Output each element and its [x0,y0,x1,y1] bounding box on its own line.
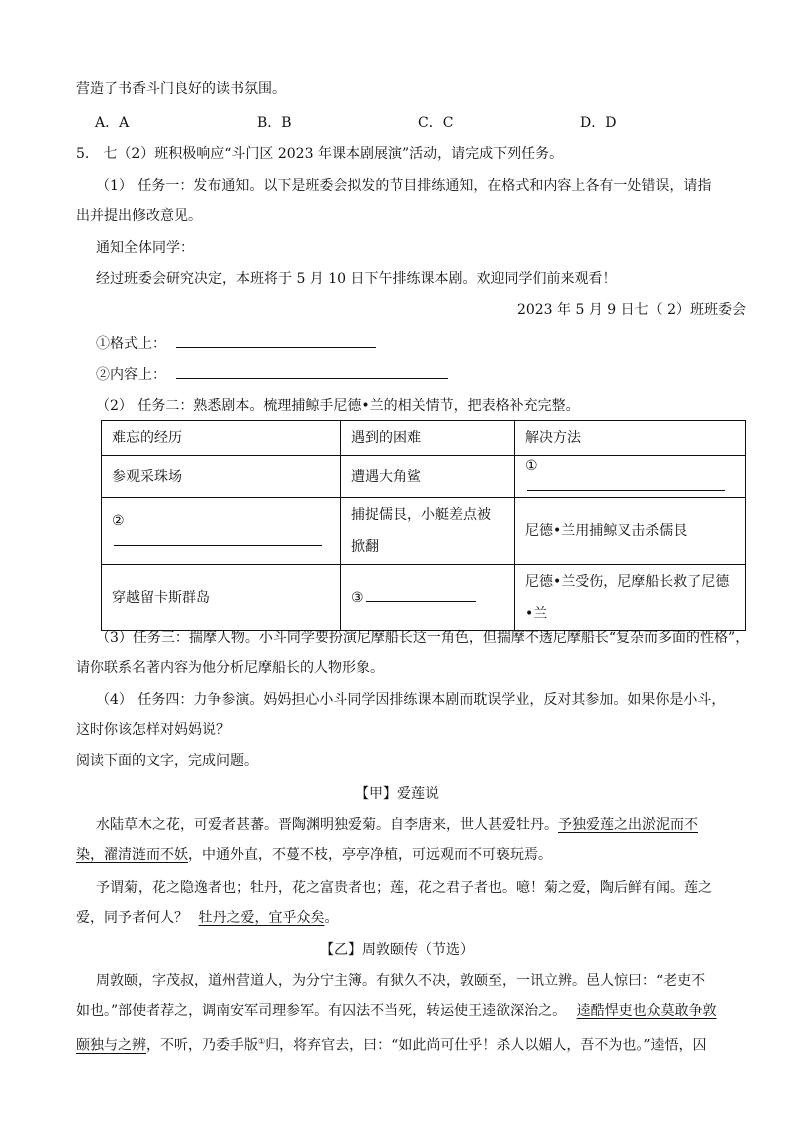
table-cell: 尼德•兰受伤，尼摩船长救了尼德•兰 [515,565,746,631]
table-row [102,498,746,565]
jia-text: 。 [324,910,339,926]
table-cell: 尼德•兰用捕鲸叉击杀儒艮 [515,498,746,565]
table-cell: 捕捉儒艮，小艇差点被掀翻 [341,498,515,565]
table-header: 遇到的困难 [341,421,515,456]
task1-line2: 出并提出修改意见。 [76,208,202,224]
table-header-row [102,421,746,456]
task3-line1: （3）任务三：揣摩人物。小斗同学要扮演尼摩船长这一角色，但揣摩不透尼摩船长“复杂而多面的性格”， [96,630,750,646]
yi-text: 归，将弃官去，曰：“如此尚可仕乎！杀人以媚人，吾不为也。”逵悟，囚 [265,1037,707,1054]
yi-text: ，不听，乃委手版 [146,1037,258,1054]
task4-line2: 这时你该怎样对妈妈说？ [76,722,230,738]
notice-signature: 2023 年 5 月 9 日七（ 2）班班委会 [516,302,746,318]
table-cell: 参观采珠场 [102,456,341,498]
content-answer [96,364,448,385]
table-row [102,565,746,631]
yi-underlined: 颐独与之辨 [76,1037,146,1054]
table-blank-1[interactable] [527,476,725,491]
yi-underlined: 逵酷悍吏也众莫敢争敦 [576,1003,717,1019]
blank-marker: ② [112,512,125,529]
jia-p2-line1: 予谓菊，花之隐逸者也；牡丹，花之富贵者也；莲，花之君子者也。噫！菊之爱，陶后鲜有闻。莲之 [96,880,712,896]
notice-heading: 通知全体同学： [96,240,194,256]
jia-p2-line2 [76,908,338,928]
task3-line2: 请你联系名著内容为他分析尼摩船长的人物形象。 [76,660,384,676]
table-header: 难忘的经历 [102,421,341,456]
jia-p1-line2 [76,845,552,865]
yi-title: 【乙】周敦颐传（节选） [320,942,474,958]
table-blank-3[interactable] [366,587,476,602]
jia-text: 水陆草木之花，可爱者甚蕃。晋陶渊明独爱菊。自李唐来，世人甚爱牡丹。 [96,817,558,833]
jia-text: 爱，同予者何人？ [76,910,188,926]
footnote-marker: ① [258,1037,266,1046]
jia-text: ，中通外直，不蔓不枝，亭亭净植，可远观而不可亵玩焉。 [188,847,552,863]
jia-underlined: 予独爱莲之出淤泥而不 [558,817,698,833]
task2-line: （2） 任务二：熟悉剧本。梳理捕鲸手尼德•兰的相关情节，把表格补充完整。 [96,398,580,414]
jia-underlined: 染，濯清涟而不妖 [76,847,188,863]
notice-body: 经过班委会研究决定，本班将于 5 月 10 日下午排练课本剧。欢迎同学们前来观看！ [96,271,617,287]
format-label: ①格式上： [96,336,166,352]
format-blank[interactable] [176,333,376,348]
table-cell [102,498,341,565]
jia-underlined: 牡丹之爱，宜乎众矣 [198,910,325,926]
option-b: B．B [257,115,292,131]
prev-line: 营造了书香斗门良好的读书氛围。 [76,81,286,97]
yi-text: 如也。”部使者荐之，调南安军司理参军。有囚法不当死，转运使王逵欲深治之。 [76,1003,567,1019]
option-c: C．C [418,115,454,131]
option-a: A．A [95,115,130,131]
table-header: 解决方法 [515,421,746,456]
yi-p1-line1: 周敦颐，字茂叔，道州营道人，为分宁主簿。有狱久不决，敦颐至，一讯立辨。邑人惊曰：“老吏不 [96,973,706,989]
table-row [102,456,746,498]
q5-stem: 5. 七（2）班积极响应“斗门区 2023 年课本剧展演”活动，请完成下列任务。 [76,146,564,162]
blank-marker: ① [525,458,538,474]
reading-intro: 阅读下面的文字，完成问题。 [76,753,258,769]
content-blank[interactable] [176,364,448,379]
table-cell [341,565,515,631]
yi-p1-line3 [76,1032,707,1056]
table-cell: 穿越留卡斯群岛 [102,565,341,631]
format-answer [96,333,376,354]
table-cell: 遭遇大角鲨 [341,456,515,498]
jia-title: 【甲】爱莲说 [355,786,439,802]
task4-line1: （4） 任务四：力争参演。妈妈担心小斗同学因排练课本剧而耽误学业，反对其参加。如果你是小斗， [96,692,726,708]
option-d: D．D [580,115,617,131]
table-blank-2[interactable] [114,531,322,546]
task1-line1: （1） 任务一：发布通知。以下是班委会拟发的节目排练通知，在格式和内容上各有一处错误，请指 [96,178,712,194]
jia-p1-line1 [96,815,698,835]
blank-marker: ③ [351,590,364,606]
content-label: ②内容上： [96,367,166,383]
plot-table [101,420,746,631]
table-cell [515,456,746,498]
yi-p1-line2 [76,1001,717,1021]
